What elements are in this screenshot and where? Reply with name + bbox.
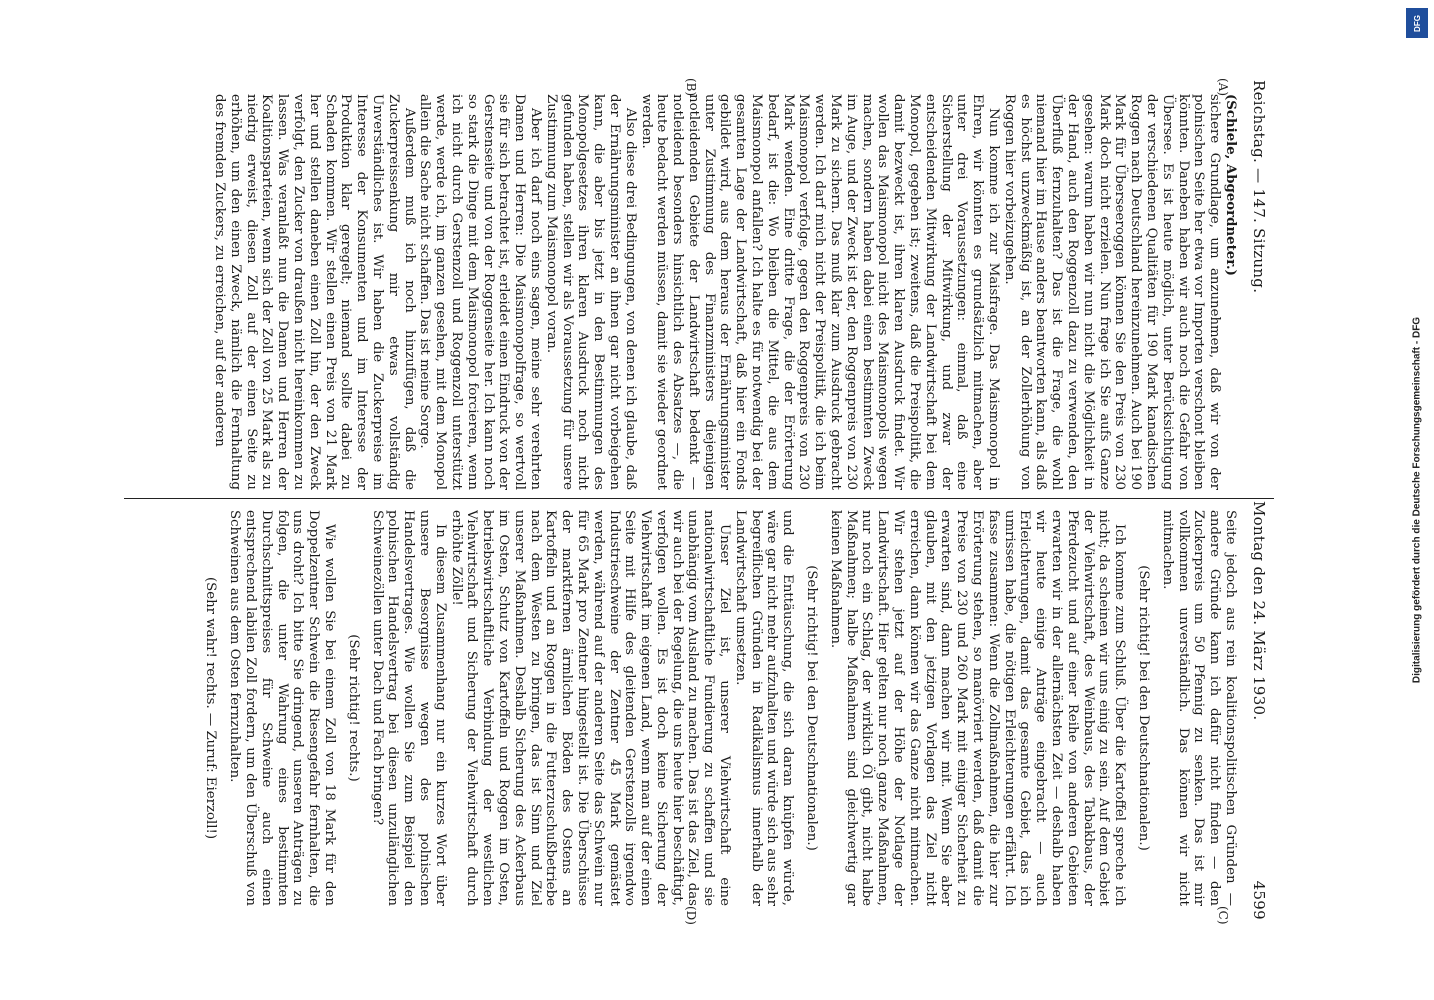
- paragraph: Also diese drei Bedingungen, von denen ich glaube, daß der Ernährungsminister an ihnen gar nicht vorbeigehen kann, die aber bis jetzt in den Bestimmungen des Monopolgesetzes ihren klaren Ausdruck noch nicht gefunden haben, stellen wir als Voraussetzung für unsere Zustimmung zum Maismonopol voran.: [543, 94, 638, 490]
- paragraph: In diesem Zusammenhang nur ein kurzes Wort über unsere Besorgnisse wegen des polnischen Handelsvertrages. Wie wollen Sie zum Beispiel den polnischen Handelsvertrag bei diesen unzulänglichen Schweinezöllen unter Dach und Fach bringen?: [369, 510, 448, 906]
- dfg-logo: DFG: [1406, 8, 1428, 38]
- paragraph: Nun komme ich zur Maisfrage. Das Maismonopol in Ehren, wir könnten es grundsätzlich mitmachen, aber unter drei Voraussetzungen: einmal, daß eine Sicherstellung der Mitwirkung, und zwar der entscheidenden Mitwirkung der Landwirtschaft bei dem Monopol, gegeben ist; zweitens, daß die Preispolitik, die damit bezweckt ist, ihren klaren Ausdruck findet. Wir wollen das Maismonopol nicht des Maismonopols wegen machen, sondern haben dabei einen bestimmten Zweck im Auge, und der Zweck ist der, den Roggenpreis von 230 Mark zu sichern. Das muß klar zum Ausdruck gebracht werden. Ich darf mich nicht der Preispolitik, die ich beim Maismonopol verfolge, gegen den Roggenpreis von 230 Mark wenden. Eine dritte Frage, die der Erörterung bedarf, ist die: Wo bleiben die Mittel, die aus dem Maismonopol anfallen? Ich halte es für notwendig bei der gesamten Lage der Landwirtschaft, daß hier ein Fonds gebildet wird, aus dem heraus der Ernährungsminister unter Zustimmung des Finanzministers diejenigen notleidenden Gebiete der Landwirtschaft bedenkt — notleidend besonders hinsichtlich des Absatzes —, die heute bedacht werden müssen, damit sie wieder geordnet werden.: [638, 94, 1002, 490]
- paragraph: Seite jedoch aus rein koalitionspolitischen Gründen — andere Gründe kann ich dafür nicht finden — den Zuckerpreis um 50 Pfennig zu senken. Das ist mir vollkommen unverständlich. Das können wir nicht mitmachen.: [1159, 510, 1238, 906]
- right-column: [118, 510, 1238, 906]
- header-session: Reichstag. — 147. Sitzung.: [1250, 80, 1268, 294]
- interjection: (Sehr wahr! rechts. — Zuruf: Eierzoll!): [203, 576, 219, 840]
- margin-mark-d: (D): [684, 906, 698, 925]
- paragraph: und die Enttäuschung, die sich daran knüpfen würde, wäre gar nicht mehr aufzuhalten und würde sich aus sehr begreiflichen Gründen in Radikalismus innerhalb der Landwirtschaft umsetzen.: [732, 510, 796, 906]
- left-column: [118, 94, 1238, 490]
- paragraph: Unser Ziel ist, unserer Viehwirtschaft eine nationalwirtschaftliche Fundierung zu schaffen und sie unabhängig vom Ausland zu machen. Das ist das Ziel, das wir auch bei der Regelung, die uns heute hier beschäftigt, verfolgen wollen. Es ist doch keine Sicherung der Viehwirtschaft im eigenen Land, wenn man auf der einen Seite mit Hilfe des gleitenden Gerstenzolls irgendwo Industrieschweine der Zentner 45 Mark gemästet werden, während auf der anderen Seite das Schwein nur für 65 Mark pro Zentner hingestellt ist. Die Überschüsse der marktfernen ärmlichen Böden des Ostens an Kartoffeln und an Roggen in die Futterzuschußbetriebe nach dem Westen zu bringen, das ist Sinn und Ziel unserer Maßnahmen. Deshalb Sicherung des Ackerbaus im Osten, Schutz von Kartoffeln und Roggen im Osten, betriebswirtschaftliche Verbindung der westlichen Viehwirtschaft und Sicherung der Viehwirtschaft durch erhöhte Zölle!: [448, 510, 733, 906]
- digitization-attribution: Digitalisierung gefördert durch die Deutsche Forschungsgemeinschaft - DFG: [1411, 316, 1423, 684]
- page-number: 4599: [1250, 880, 1268, 920]
- interjection: (Sehr richtig! bei den Deutschnationalen.): [1136, 565, 1152, 851]
- column-divider: [124, 498, 1274, 499]
- paragraph: Außerdem muß ich noch hinzufügen, daß die Zuckerpreissenkung mir etwas vollständig Unverständliches ist. Wir haben die Zuckerpreise im Interesse der Konsumenten und im Interesse der Produktion klar geregelt; niemand sollte dabei zu Schaden kommen. Wir stellen einen Preis von 21 Mark her und stellen daneben einen Zoll hin, der den Zweck verfolgt, den Zucker von draußen nicht hereinkommen zu lassen. Was veranlaßt nun die Damen und Herren der Koalitionsparteien, wenn sich der Zoll von 25 Mark als zu niedrig erweist, diesen Zoll auf der einen Seite zu erhöhen, um den einen Zweck, nämlich die Fernhaltung des fremden Zuckers, zu erreichen, auf der anderen: [212, 94, 417, 490]
- interjection: (Sehr richtig! rechts.): [345, 634, 361, 782]
- rotated-page: [98, 78, 1338, 925]
- paragraph: Ich komme zum Schluß. Über die Kartoffel spreche ich nicht; da scheinen wir uns einig zu sein. Auf dem Gebiet der Viehwirtschaft, des Weinbaus, des Tabakbaus, der Pferdezucht und auf einer Reihe von anderen Gebieten erwarten wir in der allernächsten Zeit — deshalb haben wir heute einige Anträge eingebracht — auch Erleichterungen, damit das gesamte Gebiet, das ich umrissen habe, die nötigen Erleichterungen erfährt. Ich fasse zusammen: Wenn die Zollmaßnahmen, die hier zur Erörterung stehen, so manövriert werden, daß damit die Preise von 230 und 260 Mark mit einiger Sicherheit zu erwarten sind, dann machen wir mit. Wenn Sie aber glauben, mit den jetzigen Vorlagen das Ziel nicht erreichen, dann können wir das Ganze nicht mitmachen. Wir stehen jetzt auf der Höhe der Notlage der Landwirtschaft. Hier gelten nur noch ganze Maßnahmen, nur noch ein Schlag, der wirklich Öl gibt, nicht halbe Maßnahmen; halbe Maßnahmen sind gleichwertig gar keinen Maßnahmen.: [827, 510, 1128, 906]
- margin-mark-a: (A): [1216, 78, 1230, 97]
- margin-mark-c: (C): [1216, 906, 1230, 925]
- interjection: (Sehr richtig! bei den Deutschnationalen.): [804, 565, 820, 851]
- paragraph: sichere Grundlage, um anzunehmen, daß wir von der polnischen Seite her etwa vor Importen verschont bleiben könnten. Daneben haben wir auch noch die Gefahr von Übersee. Es ist heute möglich, unter Berücksichtigung der verschiedenen Qualitäten für 190 Mark kanadischen Roggen nach Deutschland hereinzunehmen. Auch bei 190 Mark für Überseeroggen können Sie den Preis von 230 Mark doch nicht erzielen. Nun frage ich Sie aufs Ganze gesehen: warum haben wir nun nicht die Möglichkeit in der Hand, auch den Roggenzoll dazu zu verwenden, den Überfluß fernzuhalten? Das ist die Frage, die wohl niemand hier im Hause anders beantworten kann, als daß es höchst unzweckmäßig ist, an der Zollerhöhung von Roggen hier vorbeizugehen.: [1001, 94, 1223, 490]
- speaker-name: (Schiele, Abgeordneter.): [1223, 94, 1238, 276]
- paragraph: Wie wollen Sie bei einem Zoll von 18 Mark für den Doppelzentner Schwein die Riesengefahr fernhalten, die uns droht? Ich bitte Sie dringend, unseren Anträgen zu folgen, die unter Wahrung eines bestimmten Durchschnittspreises für Schweine auch einen entsprechend labilen Zoll fordern, um den Überschuß von Schweinen aus dem Osten fernzuhalten.: [227, 510, 337, 906]
- header-date: Montag den 24. März 1930.: [1250, 500, 1268, 721]
- page-header: [1244, 80, 1268, 920]
- attribution-sidebar: [1406, 0, 1428, 1000]
- margin-mark-b: (B): [684, 78, 698, 97]
- paragraph: Aber ich darf noch eins sagen, meine sehr verehrten Damen und Herren: Die Maismonopolfrage, so wertvoll sie für sich betrachtet ist, erleidet einen Eindruck von der Gerstenseite und von der Roggenseite her. Ich kann noch so stark die Dinge mit dem Maismonopol forcieren, wenn ich nicht durch Gerstenzoll und Roggenzoll unterstützt werde, werde ich, im ganzen gesehen, mit dem Monopol allein die Sache nicht schaffen. Das ist meine Sorge.: [417, 94, 543, 490]
